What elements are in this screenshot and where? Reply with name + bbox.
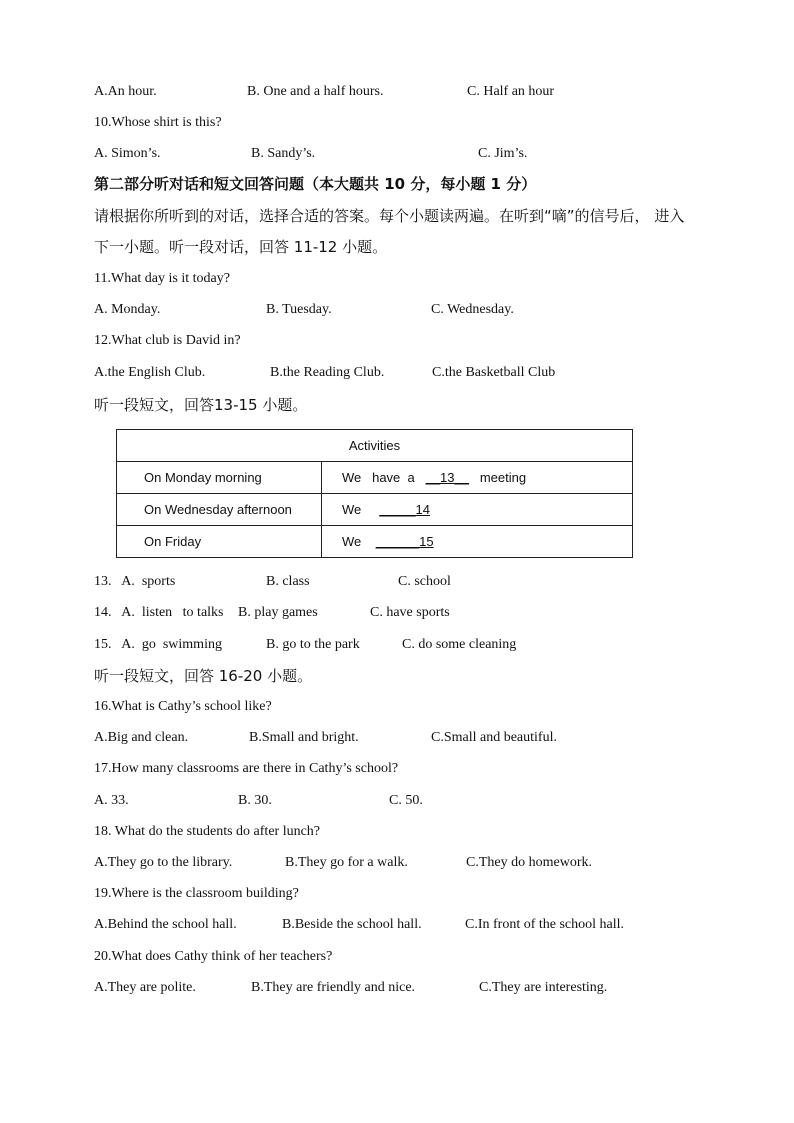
q10-option-c: C. Jim’s. xyxy=(478,146,528,161)
activity-prefix: We have a xyxy=(342,470,426,485)
q11-question: 11.What day is it today? xyxy=(94,271,230,286)
blank-15: ______15 xyxy=(375,534,434,549)
q19-question: 19.Where is the classroom building? xyxy=(94,886,299,901)
q11-option-b: B. Tuesday. xyxy=(266,302,332,317)
q14-option-c: C. have sports xyxy=(370,605,450,620)
q9-option-c: C. Half an hour xyxy=(467,84,555,99)
q12-option-c: C.the Basketball Club xyxy=(432,365,556,380)
q19-option-c: C.In front of the school hall. xyxy=(465,917,625,932)
q15-option-c: C. do some cleaning xyxy=(402,637,517,652)
q13-option-b: B. class xyxy=(266,574,310,589)
q16-question: 16.What is Cathy’s school like? xyxy=(94,699,272,714)
activity-prefix: We xyxy=(342,534,376,549)
q10-option-a: A. Simon’s. xyxy=(94,146,161,161)
activity-prefix: We xyxy=(342,502,380,517)
q15-option-b: B. go to the park xyxy=(266,637,360,652)
q20-option-b: B.They are friendly and nice. xyxy=(251,980,416,995)
q18-question: 18. What do the students do after lunch? xyxy=(94,824,321,839)
passage2-intro: 听一段短文，回答 16-20 小题。 xyxy=(94,667,313,685)
q12-option-a: A.the English Club. xyxy=(94,365,206,380)
q10-question: 10.Whose shirt is this? xyxy=(94,115,222,130)
activities-table xyxy=(116,429,633,558)
q20-option-c: C.They are interesting. xyxy=(479,980,608,995)
q19-option-b: B.Beside the school hall. xyxy=(282,917,422,932)
q9-option-a: A.An hour. xyxy=(94,84,157,99)
table-row xyxy=(117,494,633,526)
q20-option-a: A.They are polite. xyxy=(94,980,196,995)
table-header: Activities xyxy=(117,430,633,462)
table-cell-time: On Friday xyxy=(117,526,322,558)
q17-option-a: A. 33. xyxy=(94,793,129,808)
table-header-row xyxy=(117,430,633,462)
table-cell-time: On Wednesday afternoon xyxy=(117,494,322,526)
q11-option-c: C. Wednesday. xyxy=(431,302,514,317)
q10-option-b: B. Sandy’s. xyxy=(251,146,316,161)
q18-option-c: C.They do homework. xyxy=(466,855,592,870)
activity-suffix: meeting xyxy=(468,470,527,485)
q20-question: 20.What does Cathy think of her teachers? xyxy=(94,949,333,964)
section2-instruction-line1: 请根据你所听到的对话，选择合适的答案。每个小题读两遍。在听到“嘀”的信号后， 进入 xyxy=(94,207,685,225)
q11-option-a: A. Monday. xyxy=(94,302,161,317)
q13-option-c: C. school xyxy=(398,574,451,589)
q12-option-b: B.the Reading Club. xyxy=(270,365,385,380)
q13-option-a: 13. A. sports xyxy=(94,574,176,589)
q15-option-a: 15. A. go swimming xyxy=(94,637,222,652)
q9-option-b: B. One and a half hours. xyxy=(247,84,384,99)
section2-heading: 第二部分听对话和短文回答问题（本大题共 10 分，每小题 1 分） xyxy=(94,175,537,193)
q18-option-b: B.They go for a walk. xyxy=(285,855,408,870)
q16-option-a: A.Big and clean. xyxy=(94,730,189,745)
q17-option-b: B. 30. xyxy=(238,793,272,808)
q17-option-c: C. 50. xyxy=(389,793,423,808)
q12-question: 12.What club is David in? xyxy=(94,333,241,348)
q16-option-b: B.Small and bright. xyxy=(249,730,359,745)
table-cell-activity xyxy=(322,462,633,494)
q19-option-a: A.Behind the school hall. xyxy=(94,917,237,932)
q17-question: 17.How many classrooms are there in Cathy’s school? xyxy=(94,761,399,776)
q18-option-a: A.They go to the library. xyxy=(94,855,233,870)
q14-option-b: B. play games xyxy=(238,605,318,620)
blank-13: __13__ xyxy=(425,470,469,485)
blank-14: _____14 xyxy=(379,502,430,517)
table-cell-activity xyxy=(322,494,633,526)
table-cell-time: On Monday morning xyxy=(117,462,322,494)
section2-instruction-line2: 下一小题。听一段对话，回答 11-12 小题。 xyxy=(94,238,388,256)
q14-option-a: 14. A. listen to talks xyxy=(94,605,224,620)
table-row xyxy=(117,462,633,494)
passage1-intro: 听一段短文，回答13-15 小题。 xyxy=(94,396,308,414)
q16-option-c: C.Small and beautiful. xyxy=(431,730,557,745)
table-row xyxy=(117,526,633,558)
table-cell-activity xyxy=(322,526,633,558)
